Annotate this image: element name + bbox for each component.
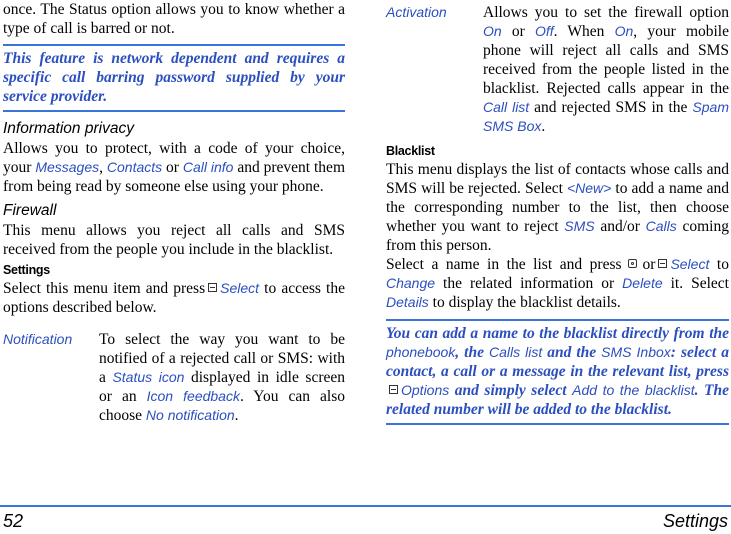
activation-description: Allows you to set the firewall option On or Off. When On, your mobile phone will reject all calls and SMS received from the people listed in the blacklist. Rejected calls appear in the Call list and rejected SMS in the Spam SMS Box. [483,4,729,135]
sms-inbox-link: SMS Inbox [601,344,671,360]
delete-option: Delete [622,275,663,291]
options-key-label: Options [401,382,450,398]
footer-rule [0,505,731,507]
call-list-link: Call list [483,99,530,115]
blacklist-heading: Blacklist [386,144,435,158]
blacklist-tip-note: You can add a name to the blacklist directly from the phonebook, the Calls list and the SMS Inbox: select a contact, a call or a message in the relevant list, pressOptions and simply select Add to the blacklist. The related number will be added to the blacklist. [386,319,729,425]
settings-text: Select this menu item and press Select to access the options described below. [3,280,345,316]
status-icon-link: Status icon [112,369,185,385]
on-option-2: On [614,23,634,39]
softkey-icon [389,385,398,394]
activation-definition [386,3,729,136]
notification-description: To select the way you want to be notified of a rejected call or SMS: with a Status icon displayed in idle screen or an Icon feedback. You can also choose No notification. [99,331,346,424]
softkey-icon [658,259,667,268]
left-column [3,0,345,425]
calls-list-link: Calls list [488,344,543,360]
sms-option: SMS [564,218,595,234]
select-key-label: Select [220,280,260,296]
change-option: Change [386,275,436,291]
settings-heading: Settings [3,263,50,277]
page-section-title: Settings [662,511,728,531]
blacklist-select-text: Select a name in the list and press or Select to Change the related information or Delete it. Select Details to display the blacklist details. [386,256,729,311]
details-option: Details [386,294,429,310]
information-privacy-heading: Information privacy [3,120,134,137]
information-privacy-text: Allows you to protect, with a code of your choice, your Messages, Contacts or Call info and prevent them from being read by someone else using your phone. [3,140,345,195]
right-column [386,0,729,425]
spam-sms-box-link: Spam SMS Box [483,99,729,134]
softkey-icon [208,283,217,292]
blacklist-text: This menu displays the list of contacts whose calls and SMS will be rejected. Select <New> to add a name and the corresponding number to the list, then choose whether you want to reject SMS and/or Calls coming from this person. [386,161,729,254]
contacts-link: Contacts [106,159,163,175]
new-option: <New> [566,180,612,196]
page-number: 52 [3,511,24,531]
intro-text: once. The Status option allows you to know whether a type of call is barred or not. [3,1,345,37]
select-key-label: Select [670,256,710,272]
network-note: This feature is network dependent and requires a specific call barring password supplied by your service provider. [3,44,345,112]
firewall-heading: Firewall [3,202,57,219]
firewall-text: This menu allows you reject all calls and SMS received from the people you include in the blacklist. [3,222,345,258]
icon-feedback-link: Icon feedback [146,388,240,404]
ok-key-icon [628,259,637,268]
notification-term: Notification [3,331,73,347]
activation-term: Activation [386,4,447,20]
phonebook-link: phonebook [386,344,456,360]
notification-definition [3,330,345,425]
calls-option: Calls [645,218,677,234]
no-notification-link: No notification [145,407,235,423]
messages-link: Messages [35,159,100,175]
add-to-blacklist-option: Add to the blacklist [572,382,695,398]
call-info-link: Call info [182,159,234,175]
off-option: Off [534,23,554,39]
on-option: On [483,23,502,39]
